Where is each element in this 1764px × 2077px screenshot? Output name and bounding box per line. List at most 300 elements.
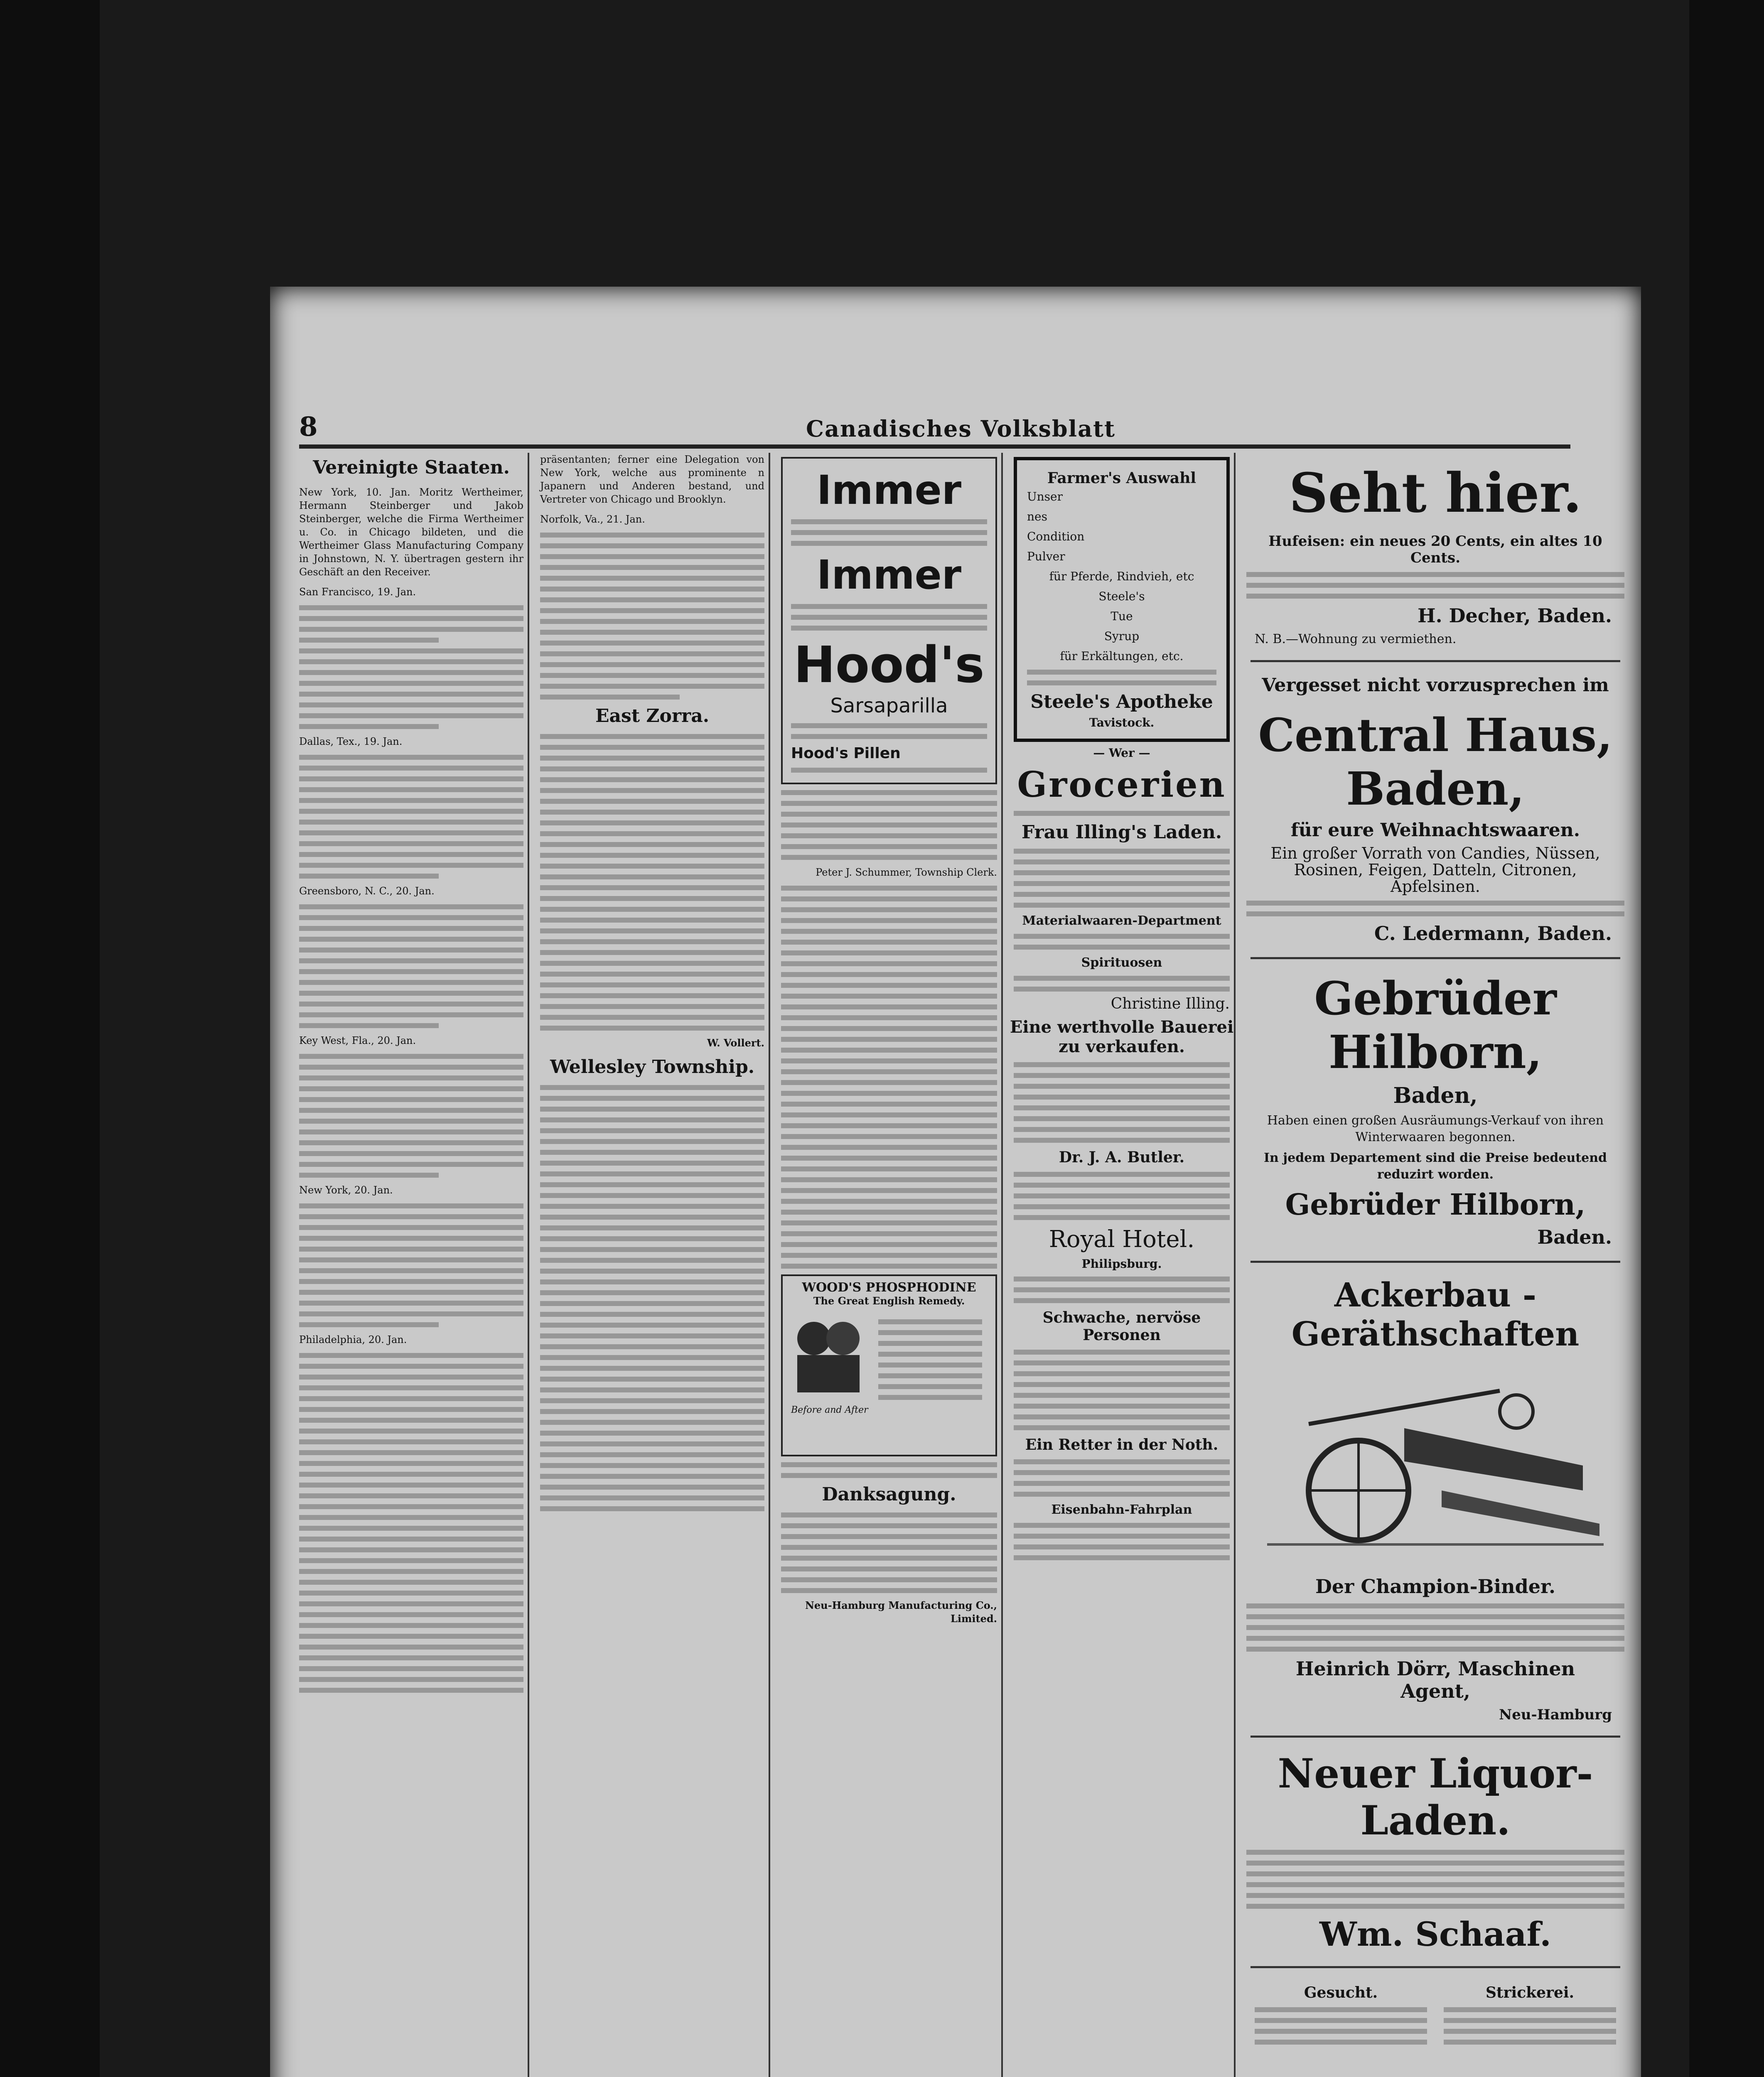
text-line xyxy=(781,1188,997,1193)
royal-hotel-place: Philipsburg. xyxy=(1081,1257,1162,1271)
text-line xyxy=(1014,1204,1230,1209)
text-line xyxy=(791,541,987,546)
text-line xyxy=(781,983,997,988)
doctor-heading: Dr. J. A. Butler. xyxy=(1059,1149,1185,1166)
schwache-heading: Schwache, nervöse Personen xyxy=(1042,1309,1201,1344)
text-line xyxy=(299,648,523,653)
text-line xyxy=(299,1634,523,1639)
fahrplan-heading: Eisenbahn-Fahrplan xyxy=(1051,1503,1192,1517)
text-line xyxy=(781,1577,997,1582)
text-line xyxy=(299,1385,523,1390)
text-line xyxy=(540,1441,764,1446)
text-line xyxy=(791,734,987,739)
text-line xyxy=(781,1512,997,1517)
text-line xyxy=(540,1107,764,1112)
text-line xyxy=(781,1112,997,1117)
weihnacht-line: für eure Weihnachtswaaren. xyxy=(1290,820,1580,841)
text-line xyxy=(540,1015,764,1020)
newspaper-page xyxy=(270,287,1641,2077)
hilborn-place: Baden, xyxy=(1393,1083,1478,1108)
text-line xyxy=(781,1048,997,1053)
text-line xyxy=(781,1473,997,1478)
text-line xyxy=(299,1504,523,1509)
text-line xyxy=(299,1493,523,1498)
text-line xyxy=(781,1545,997,1550)
news-dateline: San Francisco, 19. Jan. xyxy=(299,586,416,598)
text-line xyxy=(781,1080,997,1085)
text-line xyxy=(781,918,997,923)
central-haus-heading: Central Haus, Baden, xyxy=(1258,708,1613,815)
text-line xyxy=(1014,987,1230,992)
text-line xyxy=(540,1171,764,1176)
text-line xyxy=(1444,2007,1616,2012)
text-line xyxy=(1014,1105,1230,1110)
section-heading-danksagung: Danksagung. xyxy=(822,1484,956,1505)
signature: Neu-Hamburg Manufacturing Co., Limited. xyxy=(805,1599,997,1625)
news-dateline: Key West, Fla., 20. Jan. xyxy=(299,1035,416,1046)
film-edge-right xyxy=(1689,0,1764,2077)
doerr-signature: Heinrich Dörr, Maschinen Agent, xyxy=(1295,1657,1575,1702)
text-line xyxy=(299,724,439,729)
hoods-pills-label: Hood's Pillen xyxy=(791,745,901,762)
text-line xyxy=(299,1140,523,1145)
text-line xyxy=(299,1257,523,1262)
text-line xyxy=(1014,1534,1230,1539)
text-line xyxy=(540,1355,764,1360)
signature: W. Vollert. xyxy=(707,1037,764,1049)
text-line xyxy=(1014,1095,1230,1100)
text-line xyxy=(540,1236,764,1241)
bauerei-heading: Eine werthvolle Bauerei zu verkaufen. xyxy=(1010,1017,1234,1056)
text-line xyxy=(1014,859,1230,864)
text-line xyxy=(299,1086,523,1091)
text-line xyxy=(1014,903,1230,908)
hufeisen-line: Hufeisen: ein neues 20 Cents, ein altes 10 Cents. xyxy=(1268,533,1602,566)
text-line xyxy=(781,929,997,934)
text-line xyxy=(1014,1523,1230,1528)
text-line xyxy=(1014,1193,1230,1198)
text-line xyxy=(299,1002,523,1007)
text-line xyxy=(299,852,523,857)
text-line xyxy=(299,1129,523,1134)
text-line xyxy=(540,939,764,944)
text-line xyxy=(540,810,764,815)
column-2 xyxy=(536,453,770,2077)
text-line xyxy=(299,1569,523,1574)
small-ads-row xyxy=(1251,1981,1620,2050)
text-line xyxy=(299,1290,523,1295)
text-line xyxy=(1246,901,1624,906)
text-line xyxy=(299,766,523,771)
immer-heading: Immer xyxy=(816,467,962,513)
text-line xyxy=(540,597,764,602)
text-line xyxy=(781,1556,997,1561)
text-line xyxy=(781,1264,997,1269)
spirit-heading: Spirituosen xyxy=(1081,955,1162,970)
news-dateline: Dallas, Tex., 19. Jan. xyxy=(299,736,403,747)
text-line xyxy=(1014,1350,1230,1355)
text-line xyxy=(540,608,764,613)
text-line xyxy=(1444,2040,1616,2045)
text-line xyxy=(540,1377,764,1382)
text-line xyxy=(540,1506,764,1511)
column-4 xyxy=(1010,453,1236,2077)
text-line xyxy=(1246,572,1624,577)
text-line xyxy=(299,1173,439,1178)
text-line xyxy=(540,1463,764,1468)
text-line xyxy=(1444,2029,1616,2034)
text-line xyxy=(781,972,997,977)
text-line xyxy=(299,1418,523,1423)
text-line xyxy=(299,809,523,814)
text-line xyxy=(540,630,764,635)
text-line xyxy=(1246,1625,1624,1630)
retter-heading: Ein Retter in der Noth. xyxy=(1025,1436,1219,1453)
text-line xyxy=(299,1311,523,1316)
text-line xyxy=(781,1210,997,1215)
ackerbau-heading: Ackerbau - Geräthschaften xyxy=(1291,1275,1580,1353)
text-line xyxy=(540,641,764,646)
news-dateline: Norfolk, Va., 21. Jan. xyxy=(540,513,645,525)
text-line xyxy=(299,1655,523,1660)
text-line xyxy=(1246,1647,1624,1652)
text-line xyxy=(540,1193,764,1198)
text-line xyxy=(1014,1393,1230,1398)
text-line xyxy=(1246,1636,1624,1641)
text-line xyxy=(540,662,764,667)
text-line xyxy=(540,1150,764,1155)
text-line xyxy=(791,519,987,524)
box-line: Pulver xyxy=(1027,550,1065,563)
text-line xyxy=(791,615,987,620)
portrait-illustration xyxy=(791,1309,866,1401)
text-line xyxy=(299,798,523,803)
text-line xyxy=(299,1645,523,1650)
phosphodine-advertisement xyxy=(781,1274,997,1456)
text-line xyxy=(540,853,764,858)
text-line xyxy=(781,1462,997,1467)
text-line xyxy=(540,1420,764,1425)
news-dateline: Philadelphia, 20. Jan. xyxy=(299,1334,407,1345)
text-line xyxy=(540,1452,764,1457)
text-line xyxy=(299,1558,523,1563)
hoods-advertisement xyxy=(781,457,997,784)
text-line xyxy=(1246,594,1624,599)
seht-hier-heading: Seht hier. xyxy=(1289,461,1582,525)
news-dateline: Greensboro, N. C., 20. Jan. xyxy=(299,885,435,897)
text-line xyxy=(1014,892,1230,897)
text-line xyxy=(540,756,764,761)
text-line xyxy=(540,820,764,825)
illing-heading: Frau Illing's Laden. xyxy=(1021,822,1222,843)
section-heading-east-zorra: East Zorra. xyxy=(595,705,710,727)
text-line xyxy=(1246,1871,1624,1876)
text-line xyxy=(1014,1404,1230,1409)
text-line xyxy=(299,1119,523,1124)
text-line xyxy=(781,1015,997,1020)
text-line xyxy=(1014,1481,1230,1486)
text-line xyxy=(540,684,764,689)
text-line xyxy=(781,1004,997,1009)
apotheke-place: Tavistock. xyxy=(1089,716,1155,729)
text-line xyxy=(540,1333,764,1338)
text-line xyxy=(299,1301,523,1306)
text-line xyxy=(540,907,764,912)
text-line xyxy=(299,1439,523,1444)
column-3 xyxy=(777,453,1003,2077)
text-line xyxy=(299,1677,523,1682)
box-line: Steele's xyxy=(1098,589,1145,603)
text-line xyxy=(540,1117,764,1122)
text-line xyxy=(791,604,987,609)
text-line xyxy=(299,1580,523,1585)
text-line xyxy=(299,1461,523,1466)
text-line xyxy=(540,1312,764,1317)
text-line xyxy=(299,1601,523,1606)
text-line xyxy=(299,948,523,953)
text-line xyxy=(299,1268,523,1273)
text-line xyxy=(540,576,764,581)
text-line xyxy=(299,1483,523,1488)
text-line xyxy=(299,713,523,718)
text-line xyxy=(1014,1360,1230,1365)
text-line xyxy=(781,994,997,999)
text-line xyxy=(299,969,523,974)
text-line xyxy=(299,1012,523,1017)
text-line xyxy=(540,1279,764,1284)
phosphodine-subtitle: The Great English Remedy. xyxy=(813,1295,965,1307)
text-line xyxy=(299,1023,439,1028)
section-heading-wellesley: Wellesley Township. xyxy=(550,1056,755,1078)
text-line xyxy=(299,1450,523,1455)
text-line xyxy=(299,926,523,931)
text-line xyxy=(1014,1459,1230,1464)
text-line xyxy=(299,937,523,942)
text-line xyxy=(299,605,523,610)
phosphodine-title: WOOD'S PHOSPHODINE xyxy=(802,1280,976,1295)
text-line xyxy=(299,1214,523,1219)
text-line xyxy=(299,1407,523,1412)
text-line xyxy=(781,950,997,955)
text-line xyxy=(299,830,523,835)
text-line xyxy=(299,1247,523,1252)
text-line xyxy=(781,1026,997,1031)
text-line xyxy=(540,695,680,700)
text-line xyxy=(1246,1882,1624,1887)
text-line xyxy=(1014,1172,1230,1177)
text-line xyxy=(1014,976,1230,981)
vergesset-line: Vergesset nicht vorzusprechen im xyxy=(1262,675,1609,696)
text-line xyxy=(540,587,764,592)
text-line xyxy=(540,1004,764,1009)
hilborn-heading: Gebrüder Hilborn, xyxy=(1314,972,1557,1079)
text-line xyxy=(540,928,764,933)
schaaf-signature: Wm. Schaaf. xyxy=(1319,1915,1551,1954)
text-line xyxy=(781,1058,997,1063)
text-line xyxy=(878,1352,982,1357)
text-line xyxy=(791,723,987,728)
text-line xyxy=(1014,1425,1230,1430)
text-line xyxy=(540,1323,764,1328)
text-line xyxy=(299,1396,523,1401)
text-line xyxy=(540,1204,764,1209)
text-line xyxy=(299,1429,523,1434)
text-line xyxy=(781,801,997,806)
decher-signature: H. Decher, Baden. xyxy=(1418,604,1612,627)
box-line: nes xyxy=(1027,510,1047,523)
text-line xyxy=(540,673,764,678)
text-line xyxy=(299,1364,523,1369)
film-edge-left xyxy=(0,0,100,2077)
text-line xyxy=(299,692,523,697)
text-line xyxy=(781,812,997,817)
text-line xyxy=(1255,2018,1427,2023)
text-line xyxy=(1014,849,1230,854)
text-line xyxy=(540,896,764,901)
box-line: Syrup xyxy=(1104,629,1140,643)
text-line xyxy=(299,915,523,920)
text-line xyxy=(781,1037,997,1042)
text-line xyxy=(781,1166,997,1171)
box-title: Farmer's Auswahl xyxy=(1047,469,1196,487)
text-line xyxy=(1014,1116,1230,1121)
text-line xyxy=(299,1203,523,1208)
text-line xyxy=(1255,2040,1427,2045)
wer-label: — Wer — xyxy=(1093,746,1150,760)
text-line xyxy=(1014,1470,1230,1475)
news-dateline: New York, 20. Jan. xyxy=(299,1184,393,1196)
text-line xyxy=(299,1353,523,1358)
text-line xyxy=(299,863,523,868)
text-line xyxy=(781,940,997,945)
text-line xyxy=(540,961,764,966)
text-line xyxy=(1255,2029,1427,2034)
text-line xyxy=(299,1612,523,1617)
signature: Christine Illing. xyxy=(1110,995,1230,1012)
text-line xyxy=(1246,583,1624,588)
apotheke-name: Steele's Apotheke xyxy=(1030,691,1213,712)
text-line xyxy=(781,1156,997,1161)
text-line xyxy=(781,1069,997,1074)
text-line xyxy=(781,844,997,849)
text-line xyxy=(540,554,764,559)
text-line xyxy=(540,1096,764,1101)
text-line xyxy=(299,659,523,664)
text-line xyxy=(1014,811,1230,816)
text-line xyxy=(299,702,523,707)
text-line xyxy=(781,1253,997,1258)
text-line xyxy=(299,1151,523,1156)
text-line xyxy=(878,1341,982,1346)
text-line xyxy=(540,918,764,923)
preise-line: In jedem Departement sind die Preise bedeutend reduzirt worden. xyxy=(1263,1151,1607,1182)
royal-hotel-heading: Royal Hotel. xyxy=(1049,1226,1195,1253)
text-line xyxy=(781,1220,997,1225)
text-line xyxy=(540,565,764,570)
text-line xyxy=(781,1134,997,1139)
column-1 xyxy=(295,453,529,2077)
text-line xyxy=(540,745,764,750)
text-line xyxy=(540,543,764,548)
before-after-caption: Before and After xyxy=(791,1405,868,1415)
text-line xyxy=(540,1215,764,1220)
section-heading-usa: Vereinigte Staaten. xyxy=(313,457,510,478)
text-line xyxy=(1014,881,1230,886)
text-line xyxy=(781,833,997,838)
text-line xyxy=(540,619,764,624)
text-line xyxy=(540,799,764,804)
text-line xyxy=(299,1623,523,1628)
text-line xyxy=(1014,1555,1230,1560)
text-line xyxy=(1027,680,1216,685)
text-line xyxy=(1014,1287,1230,1292)
text-line xyxy=(540,993,764,998)
text-line xyxy=(1255,2007,1427,2012)
text-line xyxy=(540,1247,764,1252)
box-line: Tue xyxy=(1110,609,1133,623)
text-line xyxy=(540,842,764,847)
text-line xyxy=(299,1515,523,1520)
immer-heading: Immer xyxy=(816,552,962,598)
text-line xyxy=(299,1322,439,1327)
text-line xyxy=(540,1085,764,1090)
text-line xyxy=(781,1145,997,1150)
text-line xyxy=(1014,1073,1230,1078)
text-line xyxy=(781,1102,997,1107)
text-line xyxy=(540,766,764,771)
text-line xyxy=(878,1330,982,1335)
text-line xyxy=(540,972,764,977)
text-line xyxy=(1014,945,1230,950)
sarsaparilla-label: Sarsaparilla xyxy=(830,694,948,717)
text-line xyxy=(299,638,439,643)
text-line xyxy=(878,1319,982,1324)
paper-title: Canadisches Volksblatt xyxy=(806,415,1116,442)
text-line xyxy=(878,1373,982,1378)
text-line xyxy=(1014,1277,1230,1282)
text-line xyxy=(540,1290,764,1295)
text-line xyxy=(1014,1382,1230,1387)
text-line xyxy=(540,982,764,987)
text-line xyxy=(1014,1544,1230,1549)
text-line xyxy=(299,1075,523,1080)
text-line xyxy=(299,670,523,675)
text-line xyxy=(540,1485,764,1490)
text-line xyxy=(299,1225,523,1230)
text-line xyxy=(540,1398,764,1403)
text-line xyxy=(540,1182,764,1187)
text-line xyxy=(299,1236,523,1241)
text-line xyxy=(1014,1062,1230,1067)
text-line xyxy=(1014,1084,1230,1089)
text-line xyxy=(540,651,764,656)
text-line xyxy=(540,1128,764,1133)
text-line xyxy=(540,950,764,955)
ledermann-signature: C. Ledermann, Baden. xyxy=(1374,922,1612,945)
text-line xyxy=(781,961,997,966)
text-line xyxy=(1014,1183,1230,1188)
text-line xyxy=(1014,1298,1230,1303)
binder-machine-illustration xyxy=(1267,1366,1604,1561)
text-line xyxy=(299,1526,523,1531)
text-line xyxy=(299,841,523,846)
text-line xyxy=(299,755,523,760)
strickerei-heading: Strickerei. xyxy=(1485,1984,1575,2001)
text-line xyxy=(540,1139,764,1144)
text-line xyxy=(299,1537,523,1542)
text-line xyxy=(299,980,523,985)
text-line xyxy=(299,776,523,781)
